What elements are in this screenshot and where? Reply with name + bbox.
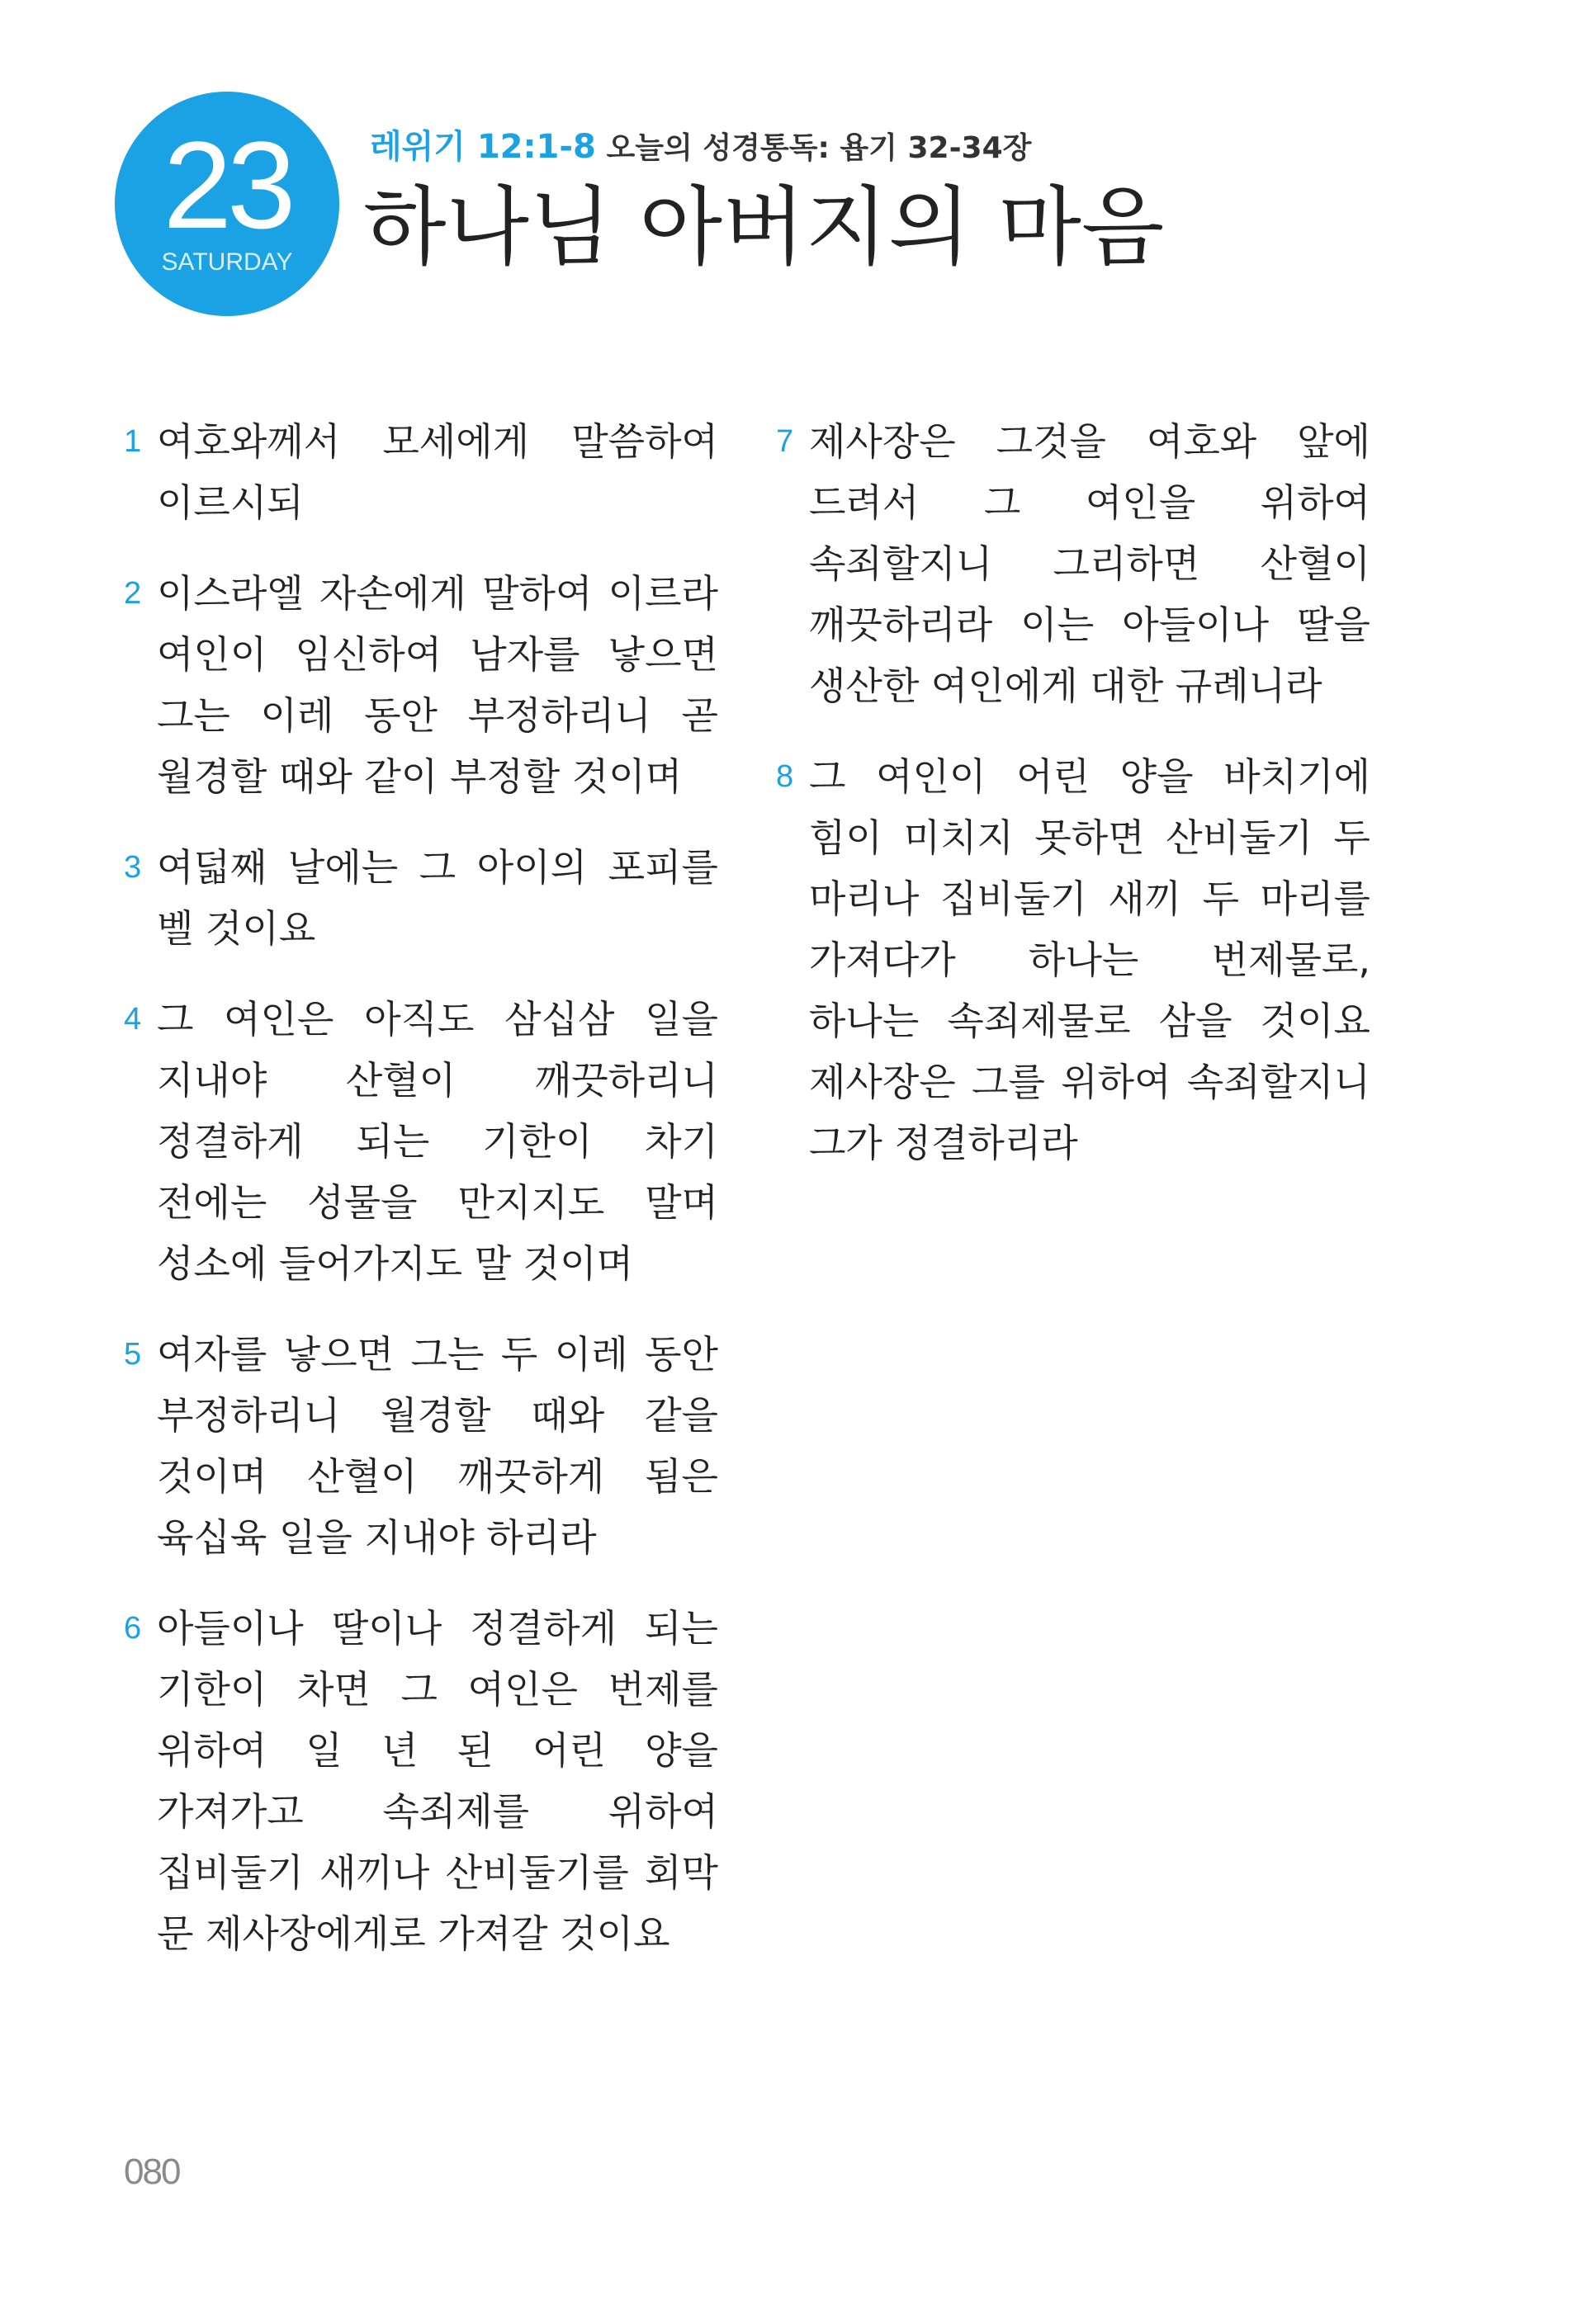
verse-number: 7 (776, 424, 794, 459)
verse-text: 여자를 낳으면 그는 두 이레 동안 부정하리니 월경할 때와 같을 것이며 산혈이 깨끗하게 됨은 육십육 일을 지내야 하리라 (157, 1332, 718, 1560)
verse-number: 2 (124, 576, 142, 611)
verse-text: 여호와께서 모세에게 말씀하여 이르시되 (157, 419, 718, 525)
day-number: 23 (163, 116, 291, 254)
verse-text: 아들이나 딸이나 정결하게 되는 기한이 차면 그 여인은 번제를 위하여 일 년 된 어린 양을 가져가고 속죄제를 위하여 집비둘기 새끼나 산비둘기를 회막 문 제사장에게로 가져갈 것이요 (157, 1606, 718, 1956)
verse-7 (776, 411, 1370, 716)
daily-reading: 오늘의 성경통독: 욥기 32-34장 (606, 131, 1032, 165)
verse-4 (124, 989, 718, 1294)
verse-number: 8 (776, 759, 794, 794)
verse-number: 6 (124, 1611, 142, 1646)
verse-text: 그 여인은 아직도 삼십삼 일을 지내야 산혈이 깨끗하리니 정결하게 되는 기한이 차기 전에는 성물을 만지지도 말며 성소에 들어가지도 말 것이며 (157, 997, 718, 1286)
verse-2 (124, 563, 718, 807)
verse-text: 그 여인이 어린 양을 바치기에 힘이 미치지 못하면 산비둘기 두 마리나 집비둘기 새끼 두 마리를 가져다가 하나는 번제물로, 하나는 속죄제물로 삼을 것이요 제사장은 그를 위하여 속죄할지니 그가 정결하리라 (809, 754, 1370, 1165)
day-badge (115, 92, 339, 316)
verse-number: 1 (124, 424, 142, 459)
verse-3 (124, 837, 718, 959)
verse-1 (124, 411, 718, 533)
left-column (124, 411, 718, 1994)
verse-text: 이스라엘 자손에게 말하여 이르라 여인이 임신하여 남자를 낳으면 그는 이레 동안 부정하리니 곧 월경할 때와 같이 부정할 것이며 (157, 571, 718, 799)
verse-5 (124, 1324, 718, 1568)
page-title: 하나님 아버지의 마음 (363, 177, 1165, 277)
page-number: 080 (124, 2152, 180, 2192)
verse-number: 3 (124, 850, 142, 885)
verse-text: 여덟째 날에는 그 아이의 포피를 벨 것이요 (157, 845, 718, 951)
right-column (776, 411, 1370, 1203)
day-name: SATURDAY (161, 248, 293, 276)
verse-6 (124, 1598, 718, 1964)
reference-line (370, 124, 1031, 172)
verse-number: 4 (124, 1002, 142, 1037)
verse-text: 제사장은 그것을 여호와 앞에 드려서 그 여인을 위하여 속죄할지니 그리하면 산혈이 깨끗하리라 이는 아들이나 딸을 생산한 여인에게 대한 규례니라 (809, 419, 1370, 708)
verse-number: 5 (124, 1337, 142, 1372)
verse-8 (776, 746, 1370, 1174)
scripture-passage: 레위기 12:1-8 (370, 128, 596, 166)
